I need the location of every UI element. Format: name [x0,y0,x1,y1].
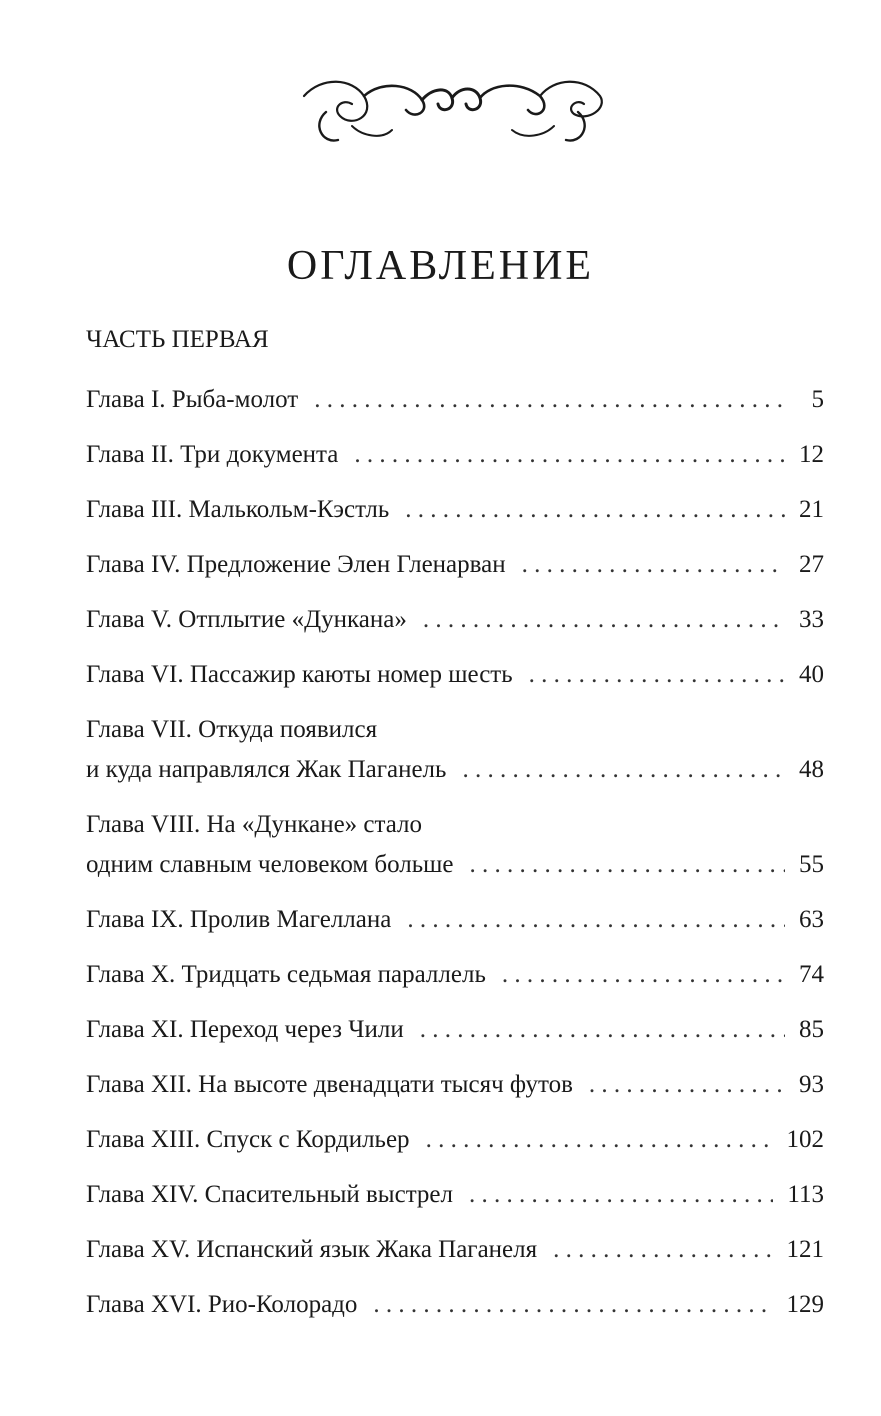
dot-leader [502,955,785,995]
toc-entry-title: Глава XV. Испанский язык Жака Паганеля [86,1236,538,1263]
toc-entry-page-number: 27 [799,551,824,578]
toc-entry-page-number: 55 [799,851,824,878]
dot-leader [522,545,785,585]
toc-entry-title: Глава I. Рыба-молот [86,386,299,413]
toc-entry-title: Глава IV. Предложение Элен Гленарван [86,551,506,578]
dot-leader [529,655,785,695]
toc-entry-page-number: 93 [799,1071,824,1098]
toc-entry[interactable] [86,380,824,420]
toc-entry-title: Глава XIV. Спасительный выстрел [86,1181,454,1208]
dot-leader [553,1230,772,1270]
toc-entry-title: Глава V. Отплытие «Дункана» [86,606,407,633]
decorative-flourish-icon [292,66,612,150]
dot-leader [407,900,785,940]
dot-leader [462,750,785,790]
dot-leader [373,1285,772,1325]
toc-entry-page-number: 33 [799,606,824,633]
toc-entry-page-number: 129 [786,1291,824,1318]
toc-entry[interactable] [86,1230,824,1270]
toc-entry-title: Глава XI. Переход через Чили [86,1016,404,1043]
toc-entry-page-number: 74 [799,961,824,988]
toc-entry-title: Глава XII. На высоте двенадцати тысяч футов [86,1071,573,1098]
toc-entry[interactable] [86,1120,824,1160]
dot-leader [314,380,786,420]
toc-entry-page-number: 12 [799,441,824,468]
toc-entry[interactable] [86,1010,824,1050]
toc-entry-title-line1: Глава VIII. На «Дункане» стало [86,811,423,838]
toc-entry[interactable] [86,955,824,995]
toc-entry-title: и куда направлялся Жак Паганель [86,756,447,783]
toc-entry[interactable] [86,655,824,695]
toc-entry-title: Глава VI. Пассажир каюты номер шесть [86,661,513,688]
toc-entry[interactable] [86,435,824,475]
dot-leader [354,435,785,475]
toc-entry-title: Глава X. Тридцать седьмая параллель [86,961,486,988]
dot-leader [469,1175,773,1215]
dot-leader [420,1010,785,1050]
toc-entry-title: Глава XIII. Спуск с Кордильер [86,1126,410,1153]
toc-entry-title: Глава III. Малькольм-Кэстль [86,496,390,523]
toc-entry-page-number: 121 [786,1236,824,1263]
dot-leader [423,600,785,640]
toc-entry-page-number: 63 [799,906,824,933]
toc-entry-title: Глава II. Три документа [86,441,339,468]
toc-entry-title: одним славным человеком больше [86,851,454,878]
toc-entry-title-line1: Глава VII. Откуда появился [86,716,378,743]
dot-leader [426,1120,773,1160]
toc-entry[interactable] [86,1175,824,1215]
page-title: ОГЛАВЛЕНИЕ [286,243,595,290]
dot-leader [470,845,785,885]
toc-entry-title: Глава IX. Пролив Магеллана [86,906,392,933]
toc-entry[interactable] [86,600,824,640]
toc-entry-page-number: 113 [787,1181,824,1208]
toc-entry-page-number: 40 [799,661,824,688]
toc-entry-page-number: 21 [799,496,824,523]
part-heading: ЧАСТЬ ПЕРВАЯ [86,326,269,353]
toc-entry[interactable] [86,490,824,530]
toc-entry-page-number: 48 [799,756,824,783]
toc-entry[interactable] [86,900,824,940]
dot-leader [589,1065,785,1105]
toc-entry-page-number: 5 [811,386,824,413]
toc-entry[interactable] [86,1065,824,1105]
toc-entry[interactable] [86,805,824,885]
toc-entry-page-number: 102 [786,1126,824,1153]
toc-entry[interactable] [86,545,824,585]
toc-entry-page-number: 85 [799,1016,824,1043]
toc-entry[interactable] [86,1285,824,1325]
toc-entry[interactable] [86,710,824,790]
toc-entry-title: Глава XVI. Рио-Колорадо [86,1291,358,1318]
dot-leader [405,490,785,530]
table-of-contents [86,380,824,1340]
